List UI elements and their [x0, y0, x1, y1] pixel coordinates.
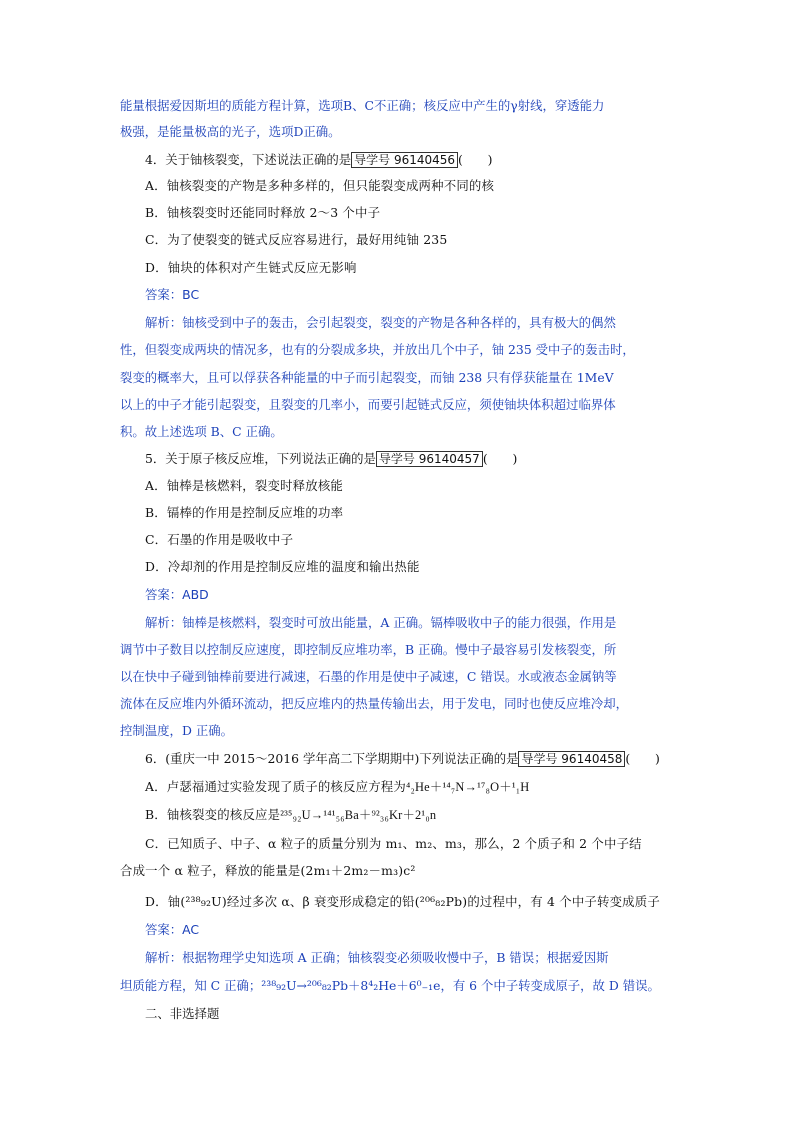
option-b [145, 805, 705, 825]
question-text: 5．关于原子核反应堆，下列说法正确的是 [145, 451, 376, 466]
explanation-text: 铀棒是核燃料，裂变时可放出能量，A 正确。镉棒吸收中子的能力很强，作用是 [182, 615, 617, 630]
explanation-line: 能量根据爱因斯坦的质能方程计算，选项B、C不正确；核反应中产生的γ射线，穿透能力 [120, 98, 605, 113]
explanation-line: 流体在反应堆内外循环流动，把反应堆内的热量传输出去，用于发电，同时也使反应堆冷却， [120, 696, 629, 711]
explanation-line: 积。故上述选项 B、C 正确。 [120, 424, 283, 439]
question-4-stem [145, 150, 705, 170]
question-text: 4．关于铀核裂变，下述说法正确的是 [145, 152, 352, 167]
question-code-box: 导学号 96140458 [518, 751, 625, 767]
explanation-line: 以上的中子才能引起裂变，且裂变的几率小，而要引起链式反应，须使铀块体积超过临界体 [120, 397, 616, 412]
option-d: D．铀(²³⁸₉₂U)经过多次 α、β 衰变形成稳定的铅(²⁰⁶₈₂Pb)的过程中，有 4 个中子转变成质子 [145, 894, 660, 909]
question-5-stem [145, 449, 705, 469]
explanation-line: 坦质能方程，知 C 正确；²³⁸₉₂U→²⁰⁶₈₂Pb＋8⁴₂He＋6⁰₋₁e，有 6 个中子转变成原子，故 D 错误。 [120, 978, 660, 993]
explanation-line [145, 313, 705, 333]
explanation-line: 调节中子数目以控制反应速度，即控制反应堆功率，B 正确。慢中子最容易引发核裂变，所 [120, 642, 617, 657]
answer-paren: ( ) [458, 152, 493, 167]
answer-paren: ( ) [625, 751, 660, 766]
answer-label: 答案： [145, 287, 183, 302]
answer-value: BC [182, 287, 200, 302]
section-heading: 二、非选择题 [145, 1006, 220, 1021]
answer-value: ABD [182, 587, 209, 602]
answer-label: 答案： [145, 922, 183, 937]
option-c-cont: 合成一个 α 粒子，释放的能量是(2m₁＋2m₂－m₃)c² [120, 863, 416, 878]
explanation-label: 解析： [145, 950, 183, 965]
nuclear-equation: ⁴₂He＋¹⁴₇N→¹⁷₈O＋¹₁H [405, 780, 530, 794]
explanation-line: 裂变的概率大，且可以俘获各种能量的中子而引起裂变，而铀 238 只有俘获能量在 1MeV [120, 370, 614, 385]
option-c: C．石墨的作用是吸收中子 [145, 532, 294, 547]
option-b: B．镉棒的作用是控制反应堆的功率 [145, 505, 344, 520]
question-6-stem [145, 749, 705, 769]
option-text: B．铀核裂变的核反应是 [145, 807, 281, 822]
option-d: D．冷却剂的作用是控制反应堆的温度和输出热能 [145, 559, 420, 574]
question-text: 6．(重庆一中 2015～2016 学年高二下学期期中)下列说法正确的是 [145, 751, 519, 766]
explanation-text: 铀核受到中子的轰击，会引起裂变，裂变的产物是各种各样的，具有极大的偶然 [182, 315, 616, 330]
explanation-line: 以在快中子碰到铀棒前要进行减速，石墨的作用是使中子减速，C 错误。水或液态金属钠等 [120, 669, 617, 684]
option-a: A．铀核裂变的产物是多种多样的，但只能裂变成两种不同的核 [145, 178, 495, 193]
explanation-label: 解析： [145, 615, 183, 630]
answer-line [145, 585, 705, 605]
answer-value: AC [182, 922, 200, 937]
option-b: B．铀核裂变时还能同时释放 2～3 个中子 [145, 205, 381, 220]
answer-line [145, 285, 705, 305]
explanation-label: 解析： [145, 315, 183, 330]
explanation-line: 性，但裂变成两块的情况多，也有的分裂成多块，并放出几个中子，铀 235 受中子的轰击时， [120, 342, 635, 357]
answer-line [145, 920, 705, 940]
option-c: C．已知质子、中子、α 粒子的质量分别为 m₁、m₂、m₃，那么，2 个质子和 2 个中子结 [145, 836, 642, 851]
explanation-line [145, 948, 705, 968]
answer-label: 答案： [145, 587, 183, 602]
option-a [145, 777, 705, 797]
question-code-box: 导学号 96140457 [376, 451, 483, 467]
question-code-box: 导学号 96140456 [351, 152, 458, 168]
answer-paren: ( ) [482, 451, 518, 466]
explanation-line: 控制温度，D 正确。 [120, 723, 233, 738]
option-c: C．为了使裂变的链式反应容易进行，最好用纯铀 235 [145, 232, 448, 247]
explanation-line: 极强，是能量极高的光子，选项D正确。 [120, 124, 341, 139]
nuclear-equation: ²³⁵₉₂U→¹⁴¹₅₆Ba＋⁹²₃₆Kr＋2¹₀n [280, 808, 437, 822]
option-a: A．铀棒是核燃料，裂变时释放核能 [145, 478, 344, 493]
option-text: A．卢瑟福通过实验发现了质子的核反应方程为 [145, 779, 406, 794]
explanation-line [145, 613, 705, 633]
explanation-text: 根据物理学史知选项 A 正确；铀核裂变必须吸收慢中子，B 错误；根据爱因斯 [182, 950, 609, 965]
option-d: D．铀块的体积对产生链式反应无影响 [145, 260, 357, 275]
